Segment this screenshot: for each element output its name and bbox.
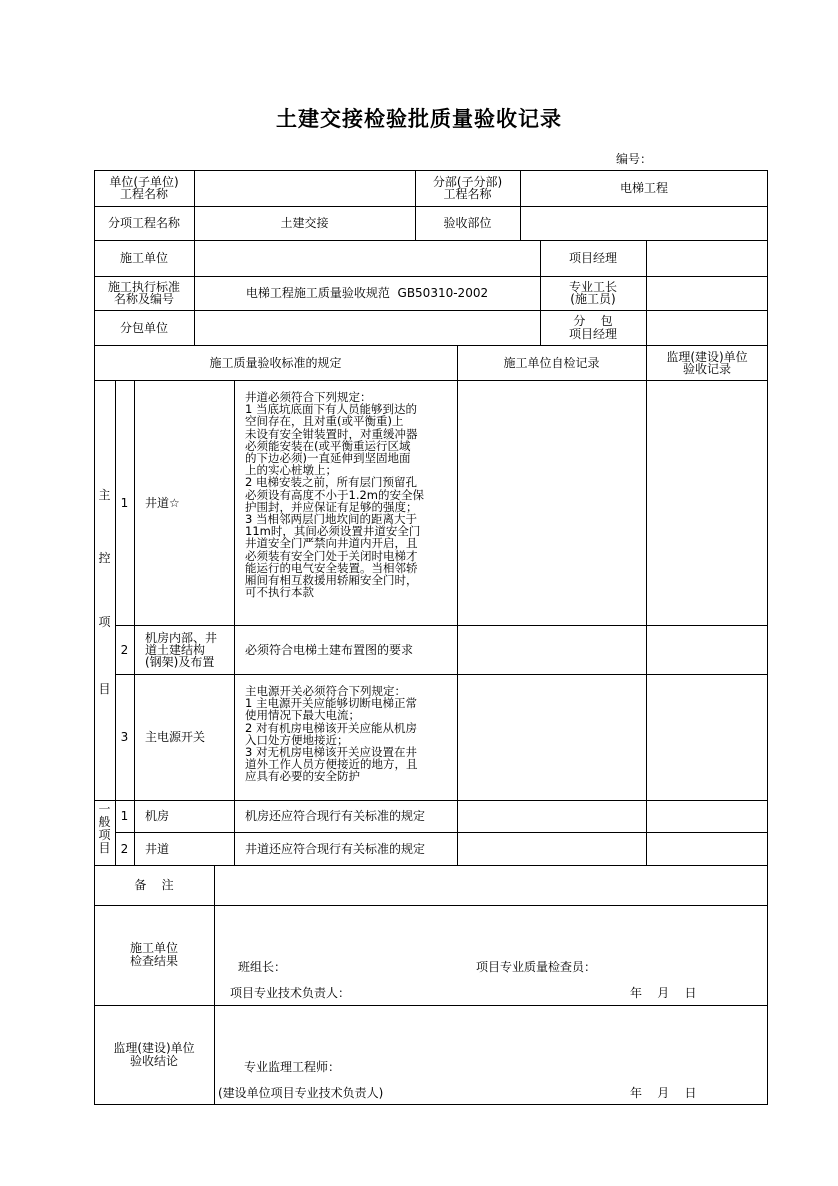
main-item-name: 主电源开关 xyxy=(145,730,206,744)
subdivision-name-value: 电梯工程 xyxy=(619,181,668,195)
column-self-check: 施工单位自检记录 xyxy=(503,355,600,370)
main-item-standard: 井道必须符合下列规定： 1 当底坑底面下有人员能够到达的 空间存在，且对重(或平衡重)上 未设有安全钳装置时，对重缓冲器 必须能安装在(或平衡重运行区域 的下边必须)一直延伸到坚固地面 上的实心桩墩上； 2 电梯安装之前，所有层门预留孔 必须设有高度不小于1.2m的安全保 护围封，并应保证有足够的强度； 3 当相邻两层门地坎间的距离大于 11m时，其间必须设置井道安全门 井道安全门严禁向井道内开启，且 必须装有安全门处于关闭时电梯才 能运行的电气安全装置。当相邻轿 厢间有相互救援用轿厢安全门时， 可不执行本款 xyxy=(245,390,424,600)
constructor-label: 施工单位 xyxy=(119,251,168,265)
main-item-no: 3 xyxy=(120,730,129,744)
main-item-name: 机房内部、井 道土建结构 (钢架)及布置 xyxy=(145,630,218,669)
subdivision-name-label: 分部(子分部) 工程名称 xyxy=(432,175,503,201)
sub-pm-line-1: 分 包 xyxy=(573,313,613,328)
main-control-group-char-1: 主 xyxy=(98,488,111,502)
inspection-part-label: 验收部位 xyxy=(443,216,492,230)
item-name-value: 土建交接 xyxy=(280,216,329,230)
general-group-char-3: 项 xyxy=(98,828,111,842)
general-item-standard: 机房还应符合现行有关标准的规定 xyxy=(245,809,426,823)
supervision-conclusion-label: 监理(建设)单位 验收结论 xyxy=(113,1041,195,1068)
main-item-standard: 主电源开关必须符合下列规定： 1 主电源开关应能够切断电梯正常 使用情况下最大电流； 2 对有机房电梯该开关应能从机房 入口处方便地接近； 3 对无机房电梯该开关应设置在井 道外工作人员方便接近的地方，且 应具有必要的安全防护 xyxy=(245,684,418,784)
general-group-char-1: 一 xyxy=(98,802,111,816)
owner-representative-label: (建设单位项目专业技术负责人) xyxy=(218,1086,384,1100)
main-control-group-char-3: 项 xyxy=(98,615,111,629)
remarks-label: 备 注 xyxy=(134,878,174,892)
column-supervision: 监理(建设)单位 验收记录 xyxy=(666,349,748,376)
general-item-name: 井道 xyxy=(145,841,170,856)
general-item-no: 1 xyxy=(120,809,129,823)
main-item-no: 1 xyxy=(120,495,129,510)
standard-label: 施工执行标准 名称及编号 xyxy=(107,280,180,306)
general-group-char-4: 目 xyxy=(98,841,111,855)
team-leader-label: 班组长： xyxy=(238,960,287,974)
tech-lead-label: 项目专业技术负责人： xyxy=(230,986,351,1000)
general-item-standard: 井道还应符合现行有关标准的规定 xyxy=(245,841,426,856)
main-control-group-char-2: 控 xyxy=(98,551,111,565)
supervision-date: 年 月 日 xyxy=(630,1086,697,1100)
quality-inspector-label: 项目专业质量检查员： xyxy=(476,960,597,974)
project-manager-label: 项目经理 xyxy=(568,251,617,265)
general-item-name: 机房 xyxy=(145,809,170,823)
foreman-label: 专业工长 (施工员) xyxy=(568,280,617,306)
item-name-label: 分项工程名称 xyxy=(107,216,180,230)
document-number-label: 编号： xyxy=(616,152,653,166)
column-standard: 施工质量验收标准的规定 xyxy=(209,355,342,370)
sub-pm-line-2: 项目经理 xyxy=(568,326,617,341)
main-item-no: 2 xyxy=(120,642,129,657)
supervision-engineer-label: 专业监理工程师： xyxy=(244,1060,341,1074)
main-control-group-char-4: 目 xyxy=(98,682,111,696)
sub-project-manager-label xyxy=(540,310,646,345)
general-group-char-2: 般 xyxy=(98,815,111,829)
construction-date: 年 月 日 xyxy=(630,986,697,1000)
construction-check-label: 施工单位 检查结果 xyxy=(129,941,178,968)
standard-value: 电梯工程施工质量验收规范 GB50310-2002 xyxy=(245,286,489,300)
document-title: 土建交接检验批质量验收记录 xyxy=(276,107,562,131)
unit-name-label: 单位(子单位) 工程名称 xyxy=(109,175,179,201)
general-group-label xyxy=(94,803,115,855)
main-item-name: 井道☆ xyxy=(145,495,180,510)
general-item-no: 2 xyxy=(120,841,129,856)
main-item-standard: 必须符合电梯土建布置图的要求 xyxy=(245,642,414,657)
subcontractor-label: 分包单位 xyxy=(119,320,168,335)
